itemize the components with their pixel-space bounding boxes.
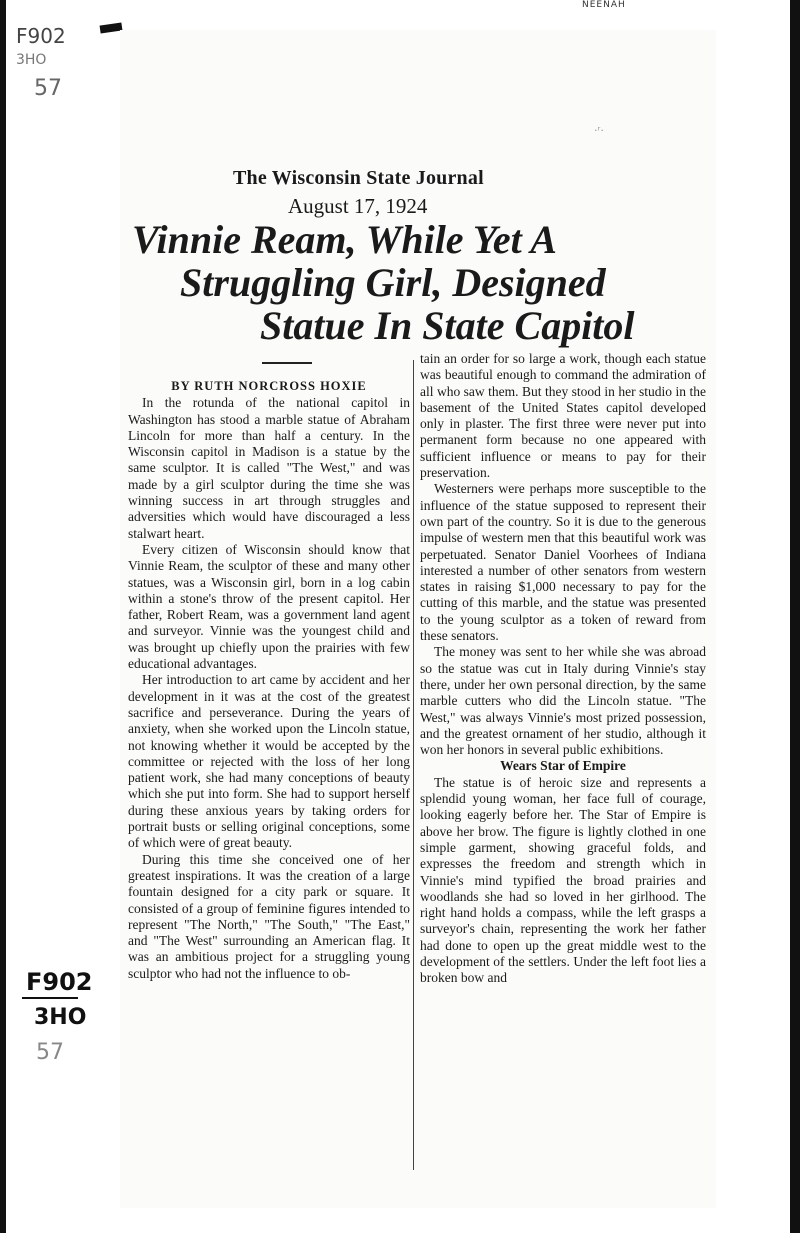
article-column-right [420, 351, 706, 987]
subheading: Wears Star of Empire [500, 758, 626, 774]
scan-right-border [790, 0, 800, 1233]
paper-speck: ·ʳ· [594, 124, 604, 137]
column-divider [413, 360, 414, 1170]
paragraph: The statue is of heroic size and represents a splendid young woman, her face full of courage, looking eagerly before her. The Star of Empire is above her brow. The figure is lightly clothed in one simple garment, showing graceful folds, and expresses the freedom and strength which in Vinnie's mind typified the broad prairies and woodlands she had so loved in her girlhood. The right hand holds a compass, while the left grasps a surveyor's chain, representing the work her father had done to open up the great middle west to the development of the settlers. Under the left foot lies a broken bow and [420, 774, 706, 986]
paragraph: Every citizen of Wisconsin should know that Vinnie Ream, the sculptor of these and many other statues, was a Wisconsin girl, born in a log cabin within a stone's throw of the present capitol. Her father, Robert Ream, was a government land agent and surveyor. Vinnie was the youngest child and was brought up chiefly upon the prairies with few educational advantages. [128, 541, 410, 672]
paragraph: Her introduction to art came by accident and her development in it was at the cost of the greatest sacrifice and perseverance. During the years of anxiety, when she worked upon the Lincoln statue, not knowing whether it would be accepted by the committee or rejected with the loss of her long patient work, she had many conceptions of beauty which she put into form. She had to support herself during these anxious years by taking orders for portrait busts or selling original conceptions, some of which were of great beauty. [128, 672, 410, 851]
newspaper-name: The Wisconsin State Journal [233, 167, 484, 189]
paragraph: In the rotunda of the national capitol in Washington has stood a marble statue of Abraham Lincoln for more than half a century. In the Wisconsin capitol in Madison is a statue by the same sculptor. It is called "The West," and was made by a girl sculptor during the time she was winning success in art through struggles and adversities which would have discouraged a less stalwart heart. [128, 395, 410, 541]
scan-left-border [0, 0, 6, 1233]
archive-page-side: 57 [36, 1040, 64, 1065]
paragraph-continued: tain an order for so large a work, though each statue was beautiful enough to command the admiration of all who saw them. But they stood in her studio in the basement of the United States capitol developed only in plaster. The first three were never put into permanent form because no one appeared with sufficient influence or means to pay for their preservation. [420, 351, 706, 481]
archive-code-underline [22, 997, 78, 999]
headline [130, 218, 720, 347]
paragraph: During this time she conceived one of her greatest inspirations. It was the creation of a large fountain designed for a city park or square. It consisted of a group of feminine figures intended to represent "The North," "The South," "The East," and "The West" surrounding an American flag. It was an ambitious project for a struggling young sculptor who had not the influence to ob- [128, 851, 410, 981]
paper-stamp: NEENAH [582, 0, 626, 10]
archive-subcode-handwritten: 3HO [16, 52, 47, 68]
archive-code-handwritten: F902 [16, 24, 66, 48]
archive-subcode-side: 3HO [34, 1005, 87, 1030]
article-column-left [128, 378, 410, 982]
byline-rule [262, 362, 312, 364]
publication-date: August 17, 1924 [288, 194, 428, 218]
archive-code-side: F902 [26, 968, 93, 996]
paragraph: Westerners were perhaps more susceptible to the influence of the statue supposed to represent their own part of the country. So it is due to the generous impulse of western men that this beautiful work was perpetuated. Senator Daniel Voorhees of Indiana interested a number of other senators from western states in raising $1,000 necessary to pay for the cutting of this marble, and the statue was presented to the young sculptor as a token of reward from these senators. [420, 481, 706, 644]
byline: BY RUTH NORCROSS HOXIE [171, 379, 367, 393]
headline-line-2: Struggling Girl, Designed [180, 260, 606, 305]
ink-mark [100, 23, 123, 34]
headline-line-3: Statue In State Capitol [260, 303, 635, 348]
archive-page-handwritten: 57 [34, 76, 62, 101]
paragraph: The money was sent to her while she was abroad so the statue was cut in Italy during Vinnie's stay there, under her own personal direction, by the same marble cutters who did the Lincoln statue. "The West," was always Vinnie's most prized possession, and the greatest ornament of her studio, although it won her honors in several public exhibitions. [420, 644, 706, 758]
headline-line-1: Vinnie Ream, While Yet A [132, 217, 557, 262]
